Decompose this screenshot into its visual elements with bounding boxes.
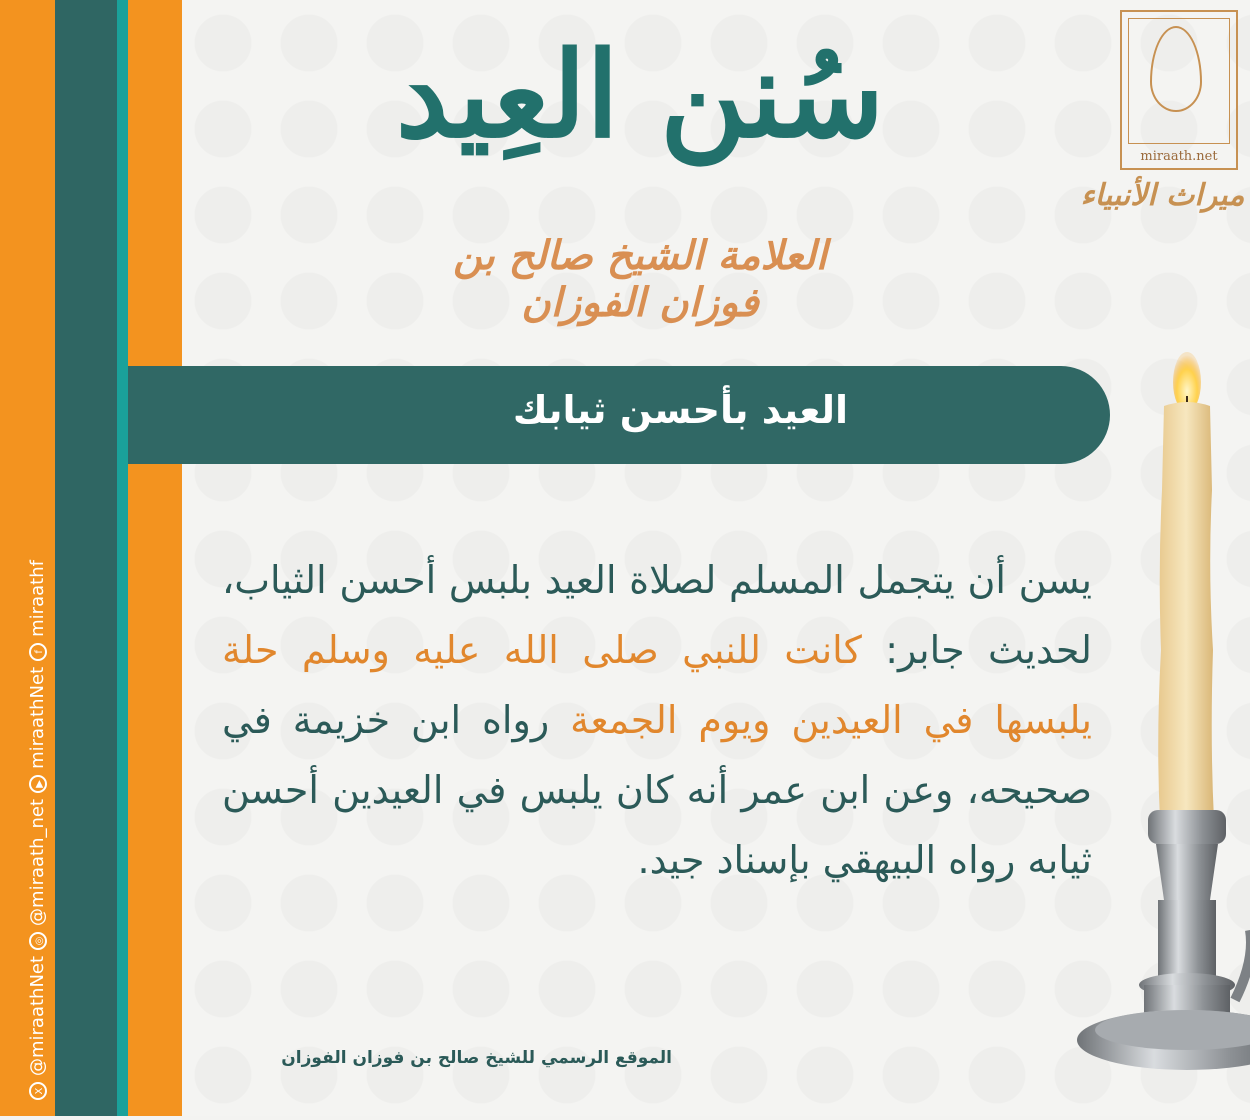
social-handles xyxy=(0,0,55,1116)
instagram-icon: ◎ xyxy=(29,932,47,950)
left-teal-stripe xyxy=(55,0,117,1116)
candle-icon xyxy=(1040,340,1250,1116)
hadith-quote: كانت للنبي صلى الله عليه وسلم حلة يلبسها في العيدين ويوم الجمعة xyxy=(222,628,1092,742)
x-twitter-icon: X xyxy=(29,1082,47,1100)
footer-text: الموقع الرسمي للشيخ صالح بن فوزان الفوزان xyxy=(281,1048,672,1068)
social-handle-2[interactable]: @miraath_net xyxy=(27,798,48,926)
logo-url: miraath.net xyxy=(1140,149,1218,164)
section-heading: العيد بأحسن ثيابك xyxy=(512,388,848,432)
social-handle-3[interactable]: miraathNet xyxy=(27,666,48,769)
social-handle-4[interactable]: miraathf xyxy=(27,560,48,637)
facebook-icon: f xyxy=(29,643,47,661)
middle-orange-stripe xyxy=(128,0,182,1116)
body-part-1: يسن أن يتجمل المسلم لصلاة العيد بلبس أحسن الثياب، لحديث جابر: xyxy=(222,558,1092,672)
page-title: سُنن العِيد xyxy=(395,25,885,164)
social-row xyxy=(27,560,48,1100)
miraath-logo xyxy=(1120,10,1238,170)
section-banner xyxy=(128,366,1110,464)
scholar-name: العلامة الشيخ صالح بن فوزان الفوزان xyxy=(453,232,827,326)
candle-illustration xyxy=(1040,340,1250,1116)
social-handle-1[interactable]: @miraathNet xyxy=(27,955,48,1076)
body-part-2: رواه ابن خزيمة في صحيحه، وعن ابن عمر أنه كان يلبس في العيدين أحسن ثيابه رواه البيهقي بإسناد جيد. xyxy=(222,698,1092,882)
left-bright-teal-stripe xyxy=(117,0,128,1116)
logo-name: ميراث الأنبياء xyxy=(1080,178,1245,213)
body-paragraph xyxy=(222,545,1092,895)
youtube-icon: ▶ xyxy=(29,775,47,793)
